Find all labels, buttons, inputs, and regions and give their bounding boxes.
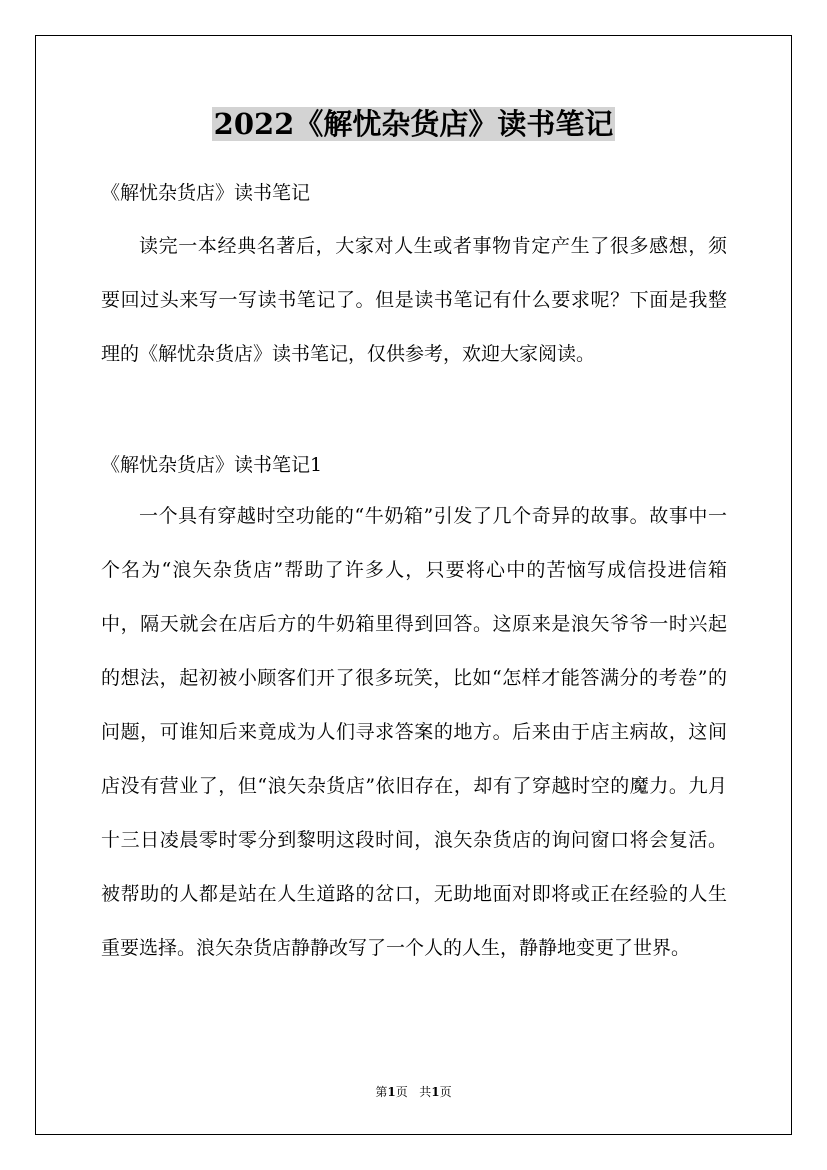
intro-paragraph: 读完一本经典名著后，大家对人生或者事物肯定产生了很多感想，须要回过头来写一写读书笔记了。但是读书笔记有什么要求呢？下面是我整理的《解忧杂货店》读书笔记，仅供参考，欢迎大家阅读。: [101, 235, 727, 365]
page-footer: [0, 1083, 827, 1101]
footer-page-mid: 页 共: [395, 1085, 432, 1099]
footer-page-prefix: 第: [375, 1085, 388, 1099]
body-paragraph: 一个具有穿越时空功能的“牛奶箱”引发了几个奇异的故事。故事中一个名为“浪矢杂货店”帮助了许多人，只要将心中的苦恼写成信投进信箱中，隔天就会在店后方的牛奶箱里得到回答。这原来是浪矢爷爷一时兴起的想法，起初被小顾客们开了很多玩笑，比如“怎样才能答满分的考卷”的问题，可谁知后来竟成为人们寻求答案的地方。后来由于店主病故，这间店没有营业了，但“浪矢杂货店”依旧存在，却有了穿越时空的魔力。九月十三日凌晨零时零分到黎明这段时间，浪矢杂货店的询问窗口将会复活。被帮助的人都是站在人生道路的岔口，无助地面对即将或正在经验的人生重要选择。浪矢杂货店静静改写了一个人的人生，静静地变更了世界。: [101, 505, 727, 959]
note-heading: 《解忧杂货店》读书笔记1: [101, 454, 323, 476]
footer-page-suffix: 页: [439, 1085, 452, 1099]
section-heading: 《解忧杂货店》读书笔记: [101, 182, 311, 204]
document-title: [0, 104, 827, 144]
footer-page-current: 1: [387, 1085, 396, 1099]
document-title-text: 2022《解忧杂货店》读书笔记: [213, 107, 614, 141]
footer-page-total: 1: [431, 1085, 440, 1099]
